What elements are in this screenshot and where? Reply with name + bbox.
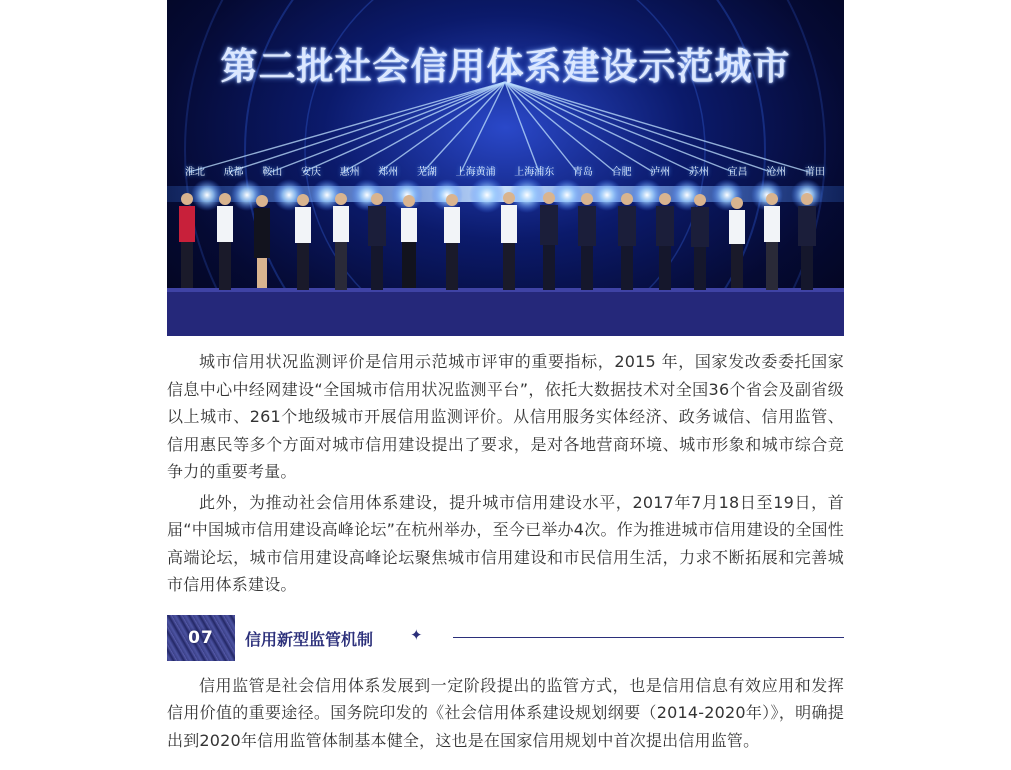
section-number-badge	[167, 615, 235, 661]
city-label: 淮北	[185, 167, 205, 178]
paragraph-credit-supervision: 信用监管是社会信用体系发展到一定阶段提出的监管方式，也是信用信息有效应用和发挥信用价值的重要途径。国务院印发的《社会信用体系建设规划纲要（2014-2020年）》，明确提出到2020年信用监管体制基本健全，这也是在国家信用规划中首次提出信用监管。	[167, 675, 844, 750]
city-label: 成都	[223, 167, 244, 178]
city-label: 苏州	[688, 167, 709, 178]
city-label: 泸州	[650, 167, 671, 178]
article-column	[167, 0, 844, 754]
sparkle-icon: ✦	[410, 625, 423, 644]
paragraph-credit-forum: 此外，为推动社会信用体系建设，提升城市信用建设水平，2017年7月18日至19日，首届“中国城市信用建设高峰论坛”在杭州举办，至今已举办4次。作为推进城市信用建设的全国性高端论坛，城市信用建设高峰论坛聚焦城市信用建设和市民信用生活，力求不断拓展和完善城市信用体系建设。	[167, 492, 844, 594]
ceremony-photo	[167, 0, 844, 336]
section-heading	[167, 615, 844, 661]
city-label: 宜昌	[727, 167, 748, 178]
city-label: 上海黄浦	[455, 167, 496, 178]
city-label: 沧州	[766, 167, 787, 178]
city-label: 芜湖	[416, 167, 437, 178]
photo-banner-text: 第二批社会信用体系建设示范城市	[220, 44, 791, 88]
section-number: 07	[188, 627, 214, 648]
city-label: 鞍山	[262, 167, 283, 178]
paragraph-credit-monitoring: 城市信用状况监测评价是信用示范城市评审的重要指标，2015 年，国家发改委委托国家信息中心中经网建设“全国城市信用状况监测平台”，依托大数据技术对全国36个省会及副省级以上城市、261个地级城市开展信用监测评价。从信用服务实体经济、政务诚信、信用监管、信用惠民等多个方面对城市信用建设提出了要求，是对各地营商环境、城市形象和城市综合竞争力的重要考量。	[167, 352, 844, 481]
city-label: 惠州	[339, 167, 360, 178]
city-label: 上海浦东	[514, 167, 555, 178]
city-label: 青岛	[572, 167, 593, 178]
section-divider	[453, 637, 844, 638]
city-label: 安庆	[300, 167, 321, 178]
city-label: 合肥	[611, 167, 632, 178]
photo-city-labels	[185, 163, 825, 178]
section-title: 信用新型监管机制	[245, 629, 374, 649]
city-label: 莆田	[804, 167, 825, 178]
city-label: 郑州	[378, 167, 399, 178]
